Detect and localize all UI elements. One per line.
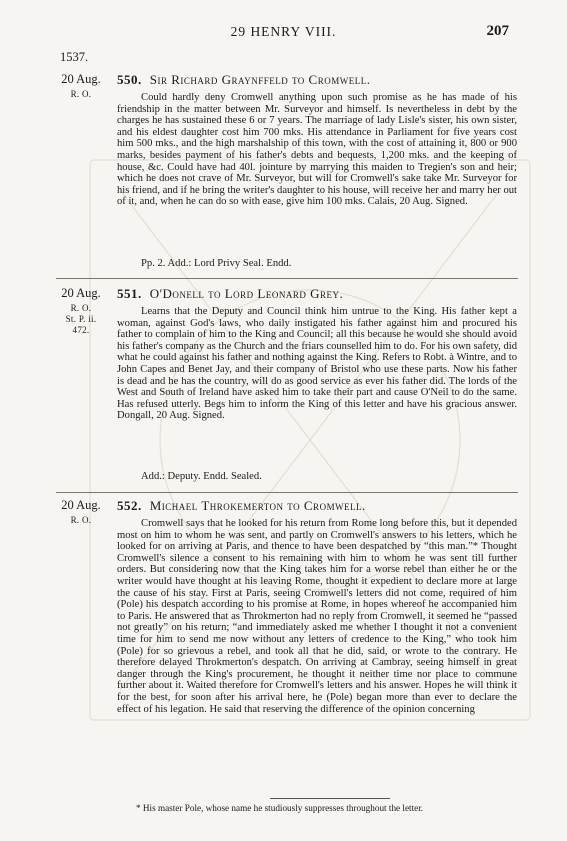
entry-margin: [56, 72, 106, 100]
entry-number: 552.: [117, 498, 142, 513]
entry-margin: [56, 286, 106, 336]
entry-body: Cromwell says that he looked for his return from Rome long before this, but it depended most on him to whom he was sent, and partly on Cromwell's answers to his letters, which he looked for on arriving at Paris, and thence to have been despatched by “this man.”* Thought Cromwell's silence a consent to his remaining with him to whom he was sent till further orders. But considering now that the King takes him for a worse rebel than either he or the writer would have thought at his leaving Rome, thought it expedient to declare more at large the cause of his stay. First at Paris, seeing Cromwell's letters did not come, required of him (Pole) his despatch according to his promise at Rome, in hopes whereof he accompanied him to Paris. He answered that as Throkmerton had no reply from Cromwell, it seemed he “passed not greatly” on his return; “and immediately asked me whether I thought it not a convenient time for him to send me now without any letters of credence to the King,” who took him (Pole) for so grievous a rebel, and took all that he did, said, or wrote to the contrary. He therefore delayed Throkmerton's despatch. On arriving at Cambray, seeing himself in great danger through the King's procurement, he thought it neither time nor place to commune further about it. Waited therefore for Cromwell's letters and his answer. Hopes he will think it for the best, for soon after his arrival here, he (Pole) began more than ever to declare the effect of his legation. He said that reserving the difference of the opinion concerning: [117, 518, 517, 715]
entry-date: 20 Aug.: [61, 72, 101, 86]
entry-heading: [117, 498, 366, 514]
entry-heading: [117, 286, 343, 302]
entry-endorsement: Pp. 2. Add.: Lord Privy Seal. Endd.: [141, 258, 292, 269]
entry-endorsement: Add.: Deputy. Endd. Sealed.: [141, 471, 262, 482]
entry-date: 20 Aug.: [61, 286, 101, 300]
entry-date: 20 Aug.: [61, 498, 101, 512]
footnote: * His master Pole, whose name he studiously suppresses throughout the letter.: [136, 803, 424, 813]
entry-source: R. O.: [70, 303, 92, 313]
entry-title: O'Donell to Lord Leonard Grey.: [149, 286, 344, 301]
entry-number: 551.: [117, 286, 142, 301]
entry-title: Michael Throkemerton to Cromwell.: [149, 498, 366, 513]
entry-title: Sir Richard Graynffeld to Cromwell.: [149, 72, 371, 87]
section-divider: [56, 278, 518, 279]
page-number: 207: [486, 23, 509, 39]
entry-number: 550.: [117, 72, 142, 87]
entry-source: R. O.: [70, 89, 92, 99]
year-marker: 1537.: [60, 50, 89, 64]
entry-source: St. P. ii.: [65, 314, 97, 324]
running-head: [0, 24, 567, 40]
entry-margin: [56, 498, 106, 526]
entry-body: Learns that the Deputy and Council think him untrue to the King. His father kept a woman, against God's laws, who daily instigated his father against him and procured his father to complain of him to the King and Council; all this because he would she should avoid his father's company as the Church and the friars counselled him to do. For his own safety, did what he could against his father and nothing against the King. Refers to Robt. à Wintre, and to John Capes and Benet Jay, and their company of Bristol who use these parts. Now his father is dead and he has the country, will do as good service as ever his father did. The lords of the West and South of Ireland have asked him to take their part and cause O'Neil to do the same. Has refused utterly. Begs him to inform the King of this letter and have his gracious answer. Dongall, 20 Aug. Signed.: [117, 306, 517, 422]
entry-source: R. O.: [70, 515, 92, 525]
entry-heading: [117, 72, 370, 88]
entry-body: Could hardly deny Cromwell anything upon such promise as he has made of his friendship in the matter between Mr. Surveyor and himself. Is nevertheless in debt by the charges he has sustained these 6 or 7 years. The marriage of lady Lisle's sister, his own sister, and his eldest daughter cost him 700 mks. His attendance in Parliament for five years cost him 500 mks., and the high marshalship of this town, with the cost of attaining it, 800 or 900 marks, besides payment of his father's debts and bequests, 1,200 mks. and the keeping of house, &c. Could have had 40l. jointure by marrying this maiden to Tregien's son and heir; which he does not crave of Mr. Surveyor, but will for Cromwell's sake take Mr. Surveyor for his friend, and if he bring the writer's daughter to his house, will receive her and marry her out of it, and, when he can do so with ease, give him 100 mks. Calais, 20 Aug. Signed.: [117, 92, 517, 208]
footnote-divider: [270, 798, 390, 799]
section-divider: [56, 492, 518, 493]
running-title: 29 HENRY VIII.: [230, 24, 337, 39]
entry-source: 472.: [72, 325, 90, 335]
